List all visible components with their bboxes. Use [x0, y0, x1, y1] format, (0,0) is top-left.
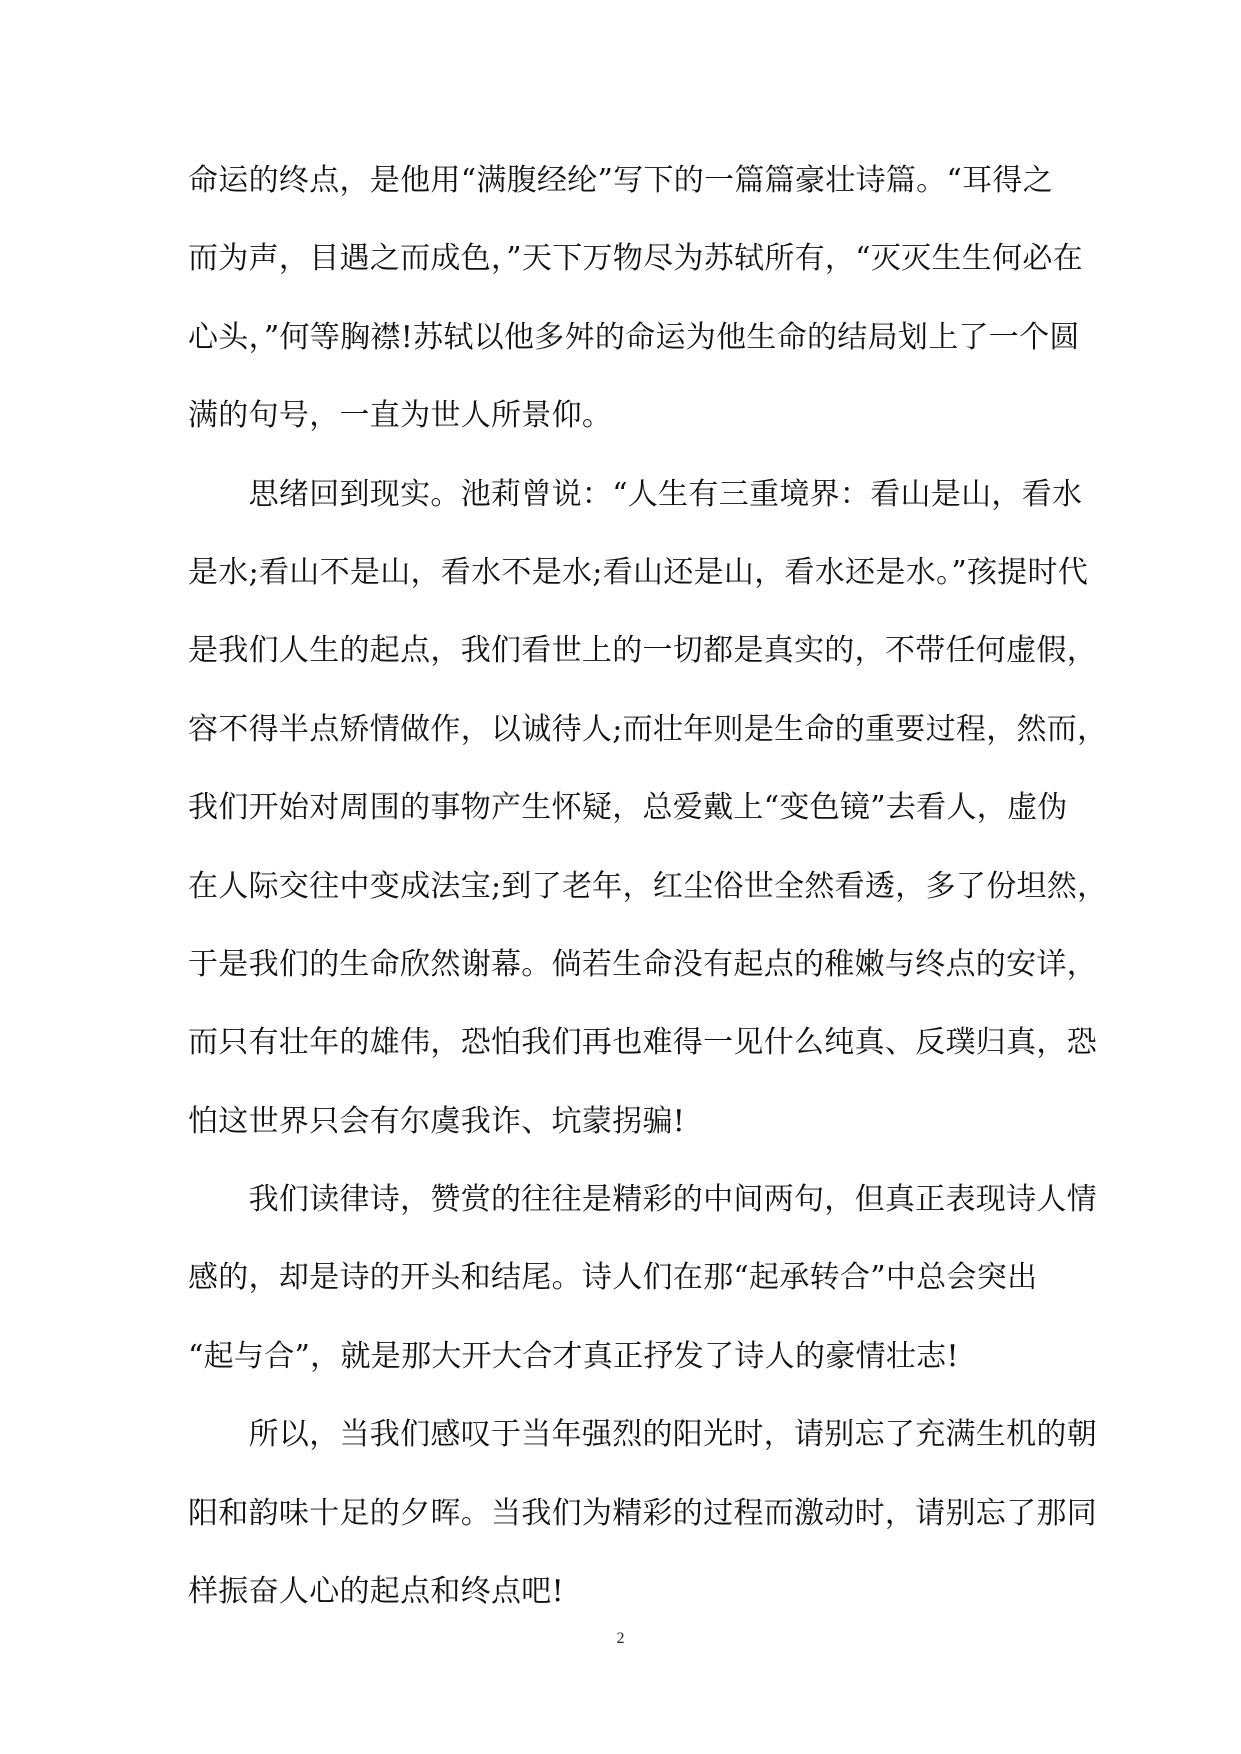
text-line: 怕这世界只会有尔虞我诈、坑蒙拐骗! — [188, 1103, 686, 1139]
body-text — [188, 142, 1108, 1631]
text-line: 思绪回到现实。池莉曾说：“人生有三重境界：看山是山，看水 — [188, 476, 1083, 512]
text-line: 样振奋人心的起点和终点吧! — [188, 1574, 564, 1610]
text-line: 是我们人生的起点，我们看世上的一切都是真实的，不带任何虚假， — [188, 633, 1097, 669]
text-line: 而只有壮年的雄伟，恐怕我们再也难得一见什么纯真、反璞归真，恐 — [188, 1025, 1097, 1061]
text-line: 是水;看山不是山，看水不是水;看山还是山，看水还是水。”孩提时代 — [188, 554, 1089, 590]
text-line: 所以，当我们感叹于当年强烈的阳光时，请别忘了充满生机的朝 — [188, 1417, 1097, 1453]
text-line: 我们开始对周围的事物产生怀疑，总爱戴上“变色镜”去看人，虚伪 — [188, 790, 1068, 826]
text-line: 阳和韵味十足的夕晖。当我们为精彩的过程而激动时，请别忘了那同 — [188, 1495, 1097, 1531]
text-line: “起与合”，就是那大开大合才真正抒发了诗人的豪情壮志! — [188, 1338, 959, 1374]
text-line: 心头，”何等胸襟!苏轼以他多舛的命运为他生命的结局划上了一个圆 — [188, 319, 1080, 355]
text-line: 容不得半点矫情做作，以诚待人;而壮年则是生命的重要过程，然而， — [188, 711, 1108, 747]
text-line: 而为声，目遇之而成色，”天下万物尽为苏轼所有，“灭灭生生何必在 — [188, 241, 1083, 277]
text-line: 命运的终点，是他用“满腹经纶”写下的一篇篇豪壮诗篇。“耳得之 — [188, 163, 1054, 198]
page-number: 2 — [616, 1630, 625, 1647]
text-line: 感的，却是诗的开头和结尾。诗人们在那“起承转合”中总会突出 — [188, 1260, 1038, 1296]
text-line: 于是我们的生命欣然谢幕。倘若生命没有起点的稚嫩与终点的安详， — [188, 946, 1097, 982]
text-line: 我们读律诗，赞赏的往往是精彩的中间两句，但真正表现诗人情 — [188, 1182, 1097, 1218]
text-line: 满的句号，一直为世人所景仰。 — [188, 398, 613, 434]
text-line: 在人际交往中变成法宝;到了老年，红尘俗世全然看透，多了份坦然， — [188, 868, 1108, 904]
